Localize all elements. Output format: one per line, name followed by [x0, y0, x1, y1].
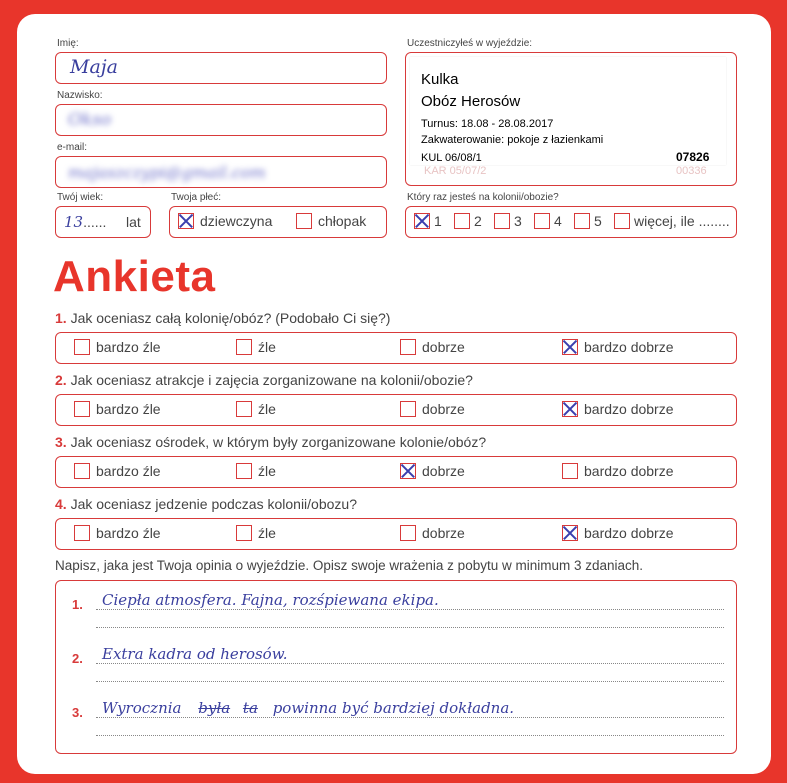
trip-faded-number: 00336 [676, 165, 707, 177]
q3-option-very-good[interactable] [562, 463, 674, 479]
stamp-turnus [421, 118, 553, 130]
times-3-label: 3 [514, 213, 522, 229]
q1-good-label: dobrze [422, 339, 465, 355]
times-option-1[interactable] [414, 213, 442, 229]
times-5-checkbox[interactable] [574, 213, 590, 229]
question-2 [55, 372, 473, 388]
first-name-label: Imię: [57, 38, 79, 49]
email-value: majaszczypi@gmail.com [68, 163, 266, 182]
opinion-line-3-struck-2: ta [242, 699, 258, 717]
q4-option-very-good[interactable] [562, 525, 674, 541]
times-more-label: więcej, ile ........ [634, 213, 730, 229]
times-5-label: 5 [594, 213, 602, 229]
q3-very-good-label: bardzo dobrze [584, 463, 674, 479]
question-2-text: Jak oceniasz atrakcje i zajęcia zorganizowane na kolonii/obozie? [70, 372, 473, 388]
gender-field [169, 206, 387, 238]
q3-very-bad-label: bardzo źle [96, 463, 161, 479]
q1-option-good[interactable] [400, 339, 465, 355]
age-dots: ...... [83, 214, 107, 230]
question-4-number: 4. [55, 496, 67, 512]
opinion-line-3-number: 3. [72, 705, 83, 720]
opinion-line-2-rule [96, 663, 724, 664]
age-value: 13 [64, 213, 84, 231]
times-2-checkbox[interactable] [454, 213, 470, 229]
q1-very-bad-checkbox[interactable] [74, 339, 90, 355]
q1-bad-checkbox[interactable] [236, 339, 252, 355]
age-unit: lat [126, 214, 141, 230]
q3-option-bad[interactable] [236, 463, 276, 479]
gender-female-checkbox[interactable] [178, 213, 194, 229]
question-1-answers [55, 332, 737, 364]
trip-label: Uczestniczyłeś w wyjeździe: [407, 38, 533, 49]
opinion-line-2b-rule [96, 681, 724, 682]
q1-very-good-checkbox[interactable] [562, 339, 578, 355]
q2-bad-label: źle [258, 401, 276, 417]
times-1-checkbox[interactable] [414, 213, 430, 229]
stamp-accommodation-label: Zakwaterowanie: [421, 134, 505, 146]
q3-very-good-checkbox[interactable] [562, 463, 578, 479]
question-1-number: 1. [55, 310, 67, 326]
times-more-checkbox[interactable] [614, 213, 630, 229]
times-4-checkbox[interactable] [534, 213, 550, 229]
q2-good-checkbox[interactable] [400, 401, 416, 417]
q3-bad-label: źle [258, 463, 276, 479]
question-1-text: Jak oceniasz całą kolonię/obóz? (Podobało Ci się?) [70, 310, 391, 326]
q4-very-bad-checkbox[interactable] [74, 525, 90, 541]
times-1-label: 1 [434, 213, 442, 229]
q1-option-very-bad[interactable] [74, 339, 161, 355]
opinion-line-3-start: Wyrocznia [102, 699, 182, 717]
q1-bad-label: źle [258, 339, 276, 355]
question-2-number: 2. [55, 372, 67, 388]
stamp-turnus-label: Turnus: [421, 118, 458, 130]
times-4-label: 4 [554, 213, 562, 229]
last-name-label: Nazwisko: [57, 90, 103, 101]
stamp-accommodation-value: pokoje z łazienkami [507, 134, 604, 146]
q2-very-good-checkbox[interactable] [562, 401, 578, 417]
q1-option-bad[interactable] [236, 339, 276, 355]
stamp-turnus-value: 18.08 - 28.08.2017 [460, 118, 554, 130]
gender-female-label: dziewczyna [200, 213, 273, 229]
last-name-value: Okso [68, 110, 112, 130]
question-3 [55, 434, 486, 450]
question-4-text: Jak oceniasz jedzenie podczas kolonii/obozu? [70, 496, 357, 512]
q2-very-good-label: bardzo dobrze [584, 401, 674, 417]
last-name-field[interactable] [55, 104, 387, 136]
question-4 [55, 496, 357, 512]
opinion-line-1-number: 1. [72, 597, 83, 612]
question-2-answers [55, 394, 737, 426]
q2-option-bad[interactable] [236, 401, 276, 417]
gender-male-option[interactable] [296, 213, 366, 229]
age-label: Twój wiek: [57, 192, 104, 203]
q4-option-very-bad[interactable] [74, 525, 161, 541]
times-option-4[interactable] [534, 213, 562, 229]
opinion-line-2-number: 2. [72, 651, 83, 666]
q3-very-bad-checkbox[interactable] [74, 463, 90, 479]
survey-sheet [17, 14, 771, 774]
trip-stamp [410, 57, 726, 165]
q4-option-good[interactable] [400, 525, 465, 541]
times-option-3[interactable] [494, 213, 522, 229]
q4-very-good-checkbox[interactable] [562, 525, 578, 541]
q3-option-good[interactable] [400, 463, 465, 479]
q1-good-checkbox[interactable] [400, 339, 416, 355]
q3-option-very-bad[interactable] [74, 463, 161, 479]
opinion-line-1-text: Ciepła atmosfera. Fajna, rozśpiewana ekipa. [102, 591, 439, 609]
stamp-number: 07826 [676, 150, 710, 164]
times-3-checkbox[interactable] [494, 213, 510, 229]
opinion-line-3-end: powinna być bardziej dokładna. [272, 699, 515, 717]
q1-option-very-good[interactable] [562, 339, 674, 355]
email-label: e-mail: [57, 142, 88, 153]
times-option-2[interactable] [454, 213, 482, 229]
opinion-line-3-rule [96, 717, 724, 718]
q4-option-bad[interactable] [236, 525, 276, 541]
opinion-line-3-struck-1: była [198, 699, 231, 717]
q2-option-very-bad[interactable] [74, 401, 161, 417]
times-option-more[interactable] [614, 213, 730, 229]
q3-good-checkbox[interactable] [400, 463, 416, 479]
q2-option-good[interactable] [400, 401, 465, 417]
question-4-answers [55, 518, 737, 550]
opinion-line-1-rule [96, 609, 724, 610]
q4-good-label: dobrze [422, 525, 465, 541]
opinion-line-3b-rule [96, 735, 724, 736]
question-3-text: Jak oceniasz ośrodek, w którym były zorganizowane kolonie/obóz? [70, 434, 487, 450]
gender-female-option[interactable] [178, 213, 272, 229]
q4-very-bad-label: bardzo źle [96, 525, 161, 541]
gender-male-label: chłopak [318, 213, 367, 229]
question-1 [55, 310, 390, 326]
question-3-number: 3. [55, 434, 67, 450]
q4-bad-label: źle [258, 525, 276, 541]
first-name-field[interactable] [55, 52, 387, 84]
q3-good-label: dobrze [422, 463, 465, 479]
times-option-5[interactable] [574, 213, 602, 229]
times-label: Który raz jesteś na kolonii/obozie? [407, 192, 559, 203]
q3-bad-checkbox[interactable] [236, 463, 252, 479]
question-3-answers [55, 456, 737, 488]
times-2-label: 2 [474, 213, 482, 229]
times-field [405, 206, 737, 238]
q2-very-bad-label: bardzo źle [96, 401, 161, 417]
q4-very-good-label: bardzo dobrze [584, 525, 674, 541]
opinion-box[interactable] [55, 580, 737, 754]
q1-very-bad-label: bardzo źle [96, 339, 161, 355]
q2-very-bad-checkbox[interactable] [74, 401, 90, 417]
stamp-code: KUL 06/08/1 [421, 152, 482, 164]
opinion-line-3-text [102, 699, 514, 717]
q2-option-very-good[interactable] [562, 401, 674, 417]
opinion-line-2-text: Extra kadra od herosów. [102, 645, 288, 663]
gender-male-checkbox[interactable] [296, 213, 312, 229]
trip-faded-code: KAR 05/07/2 [424, 165, 487, 177]
opinion-line-1b-rule [96, 627, 724, 628]
q2-bad-checkbox[interactable] [236, 401, 252, 417]
q2-good-label: dobrze [422, 401, 465, 417]
q1-very-good-label: bardzo dobrze [584, 339, 674, 355]
age-field[interactable] [55, 206, 151, 238]
q4-bad-checkbox[interactable] [236, 525, 252, 541]
q4-good-checkbox[interactable] [400, 525, 416, 541]
email-field[interactable] [55, 156, 387, 188]
stamp-accommodation [421, 134, 603, 146]
survey-title: Ankieta [53, 252, 216, 301]
stamp-camp-theme: Obóz Herosów [421, 93, 521, 110]
gender-label: Twoja płeć: [171, 192, 222, 203]
trip-field [405, 52, 737, 186]
first-name-value: Maja [70, 56, 119, 78]
opinion-prompt: Napisz, jaka jest Twoja opinia o wyjeździe. Opisz swoje wrażenia z pobytu w minimum 3 zdaniach. [55, 558, 644, 573]
stamp-camp-name: Kulka [421, 71, 459, 88]
